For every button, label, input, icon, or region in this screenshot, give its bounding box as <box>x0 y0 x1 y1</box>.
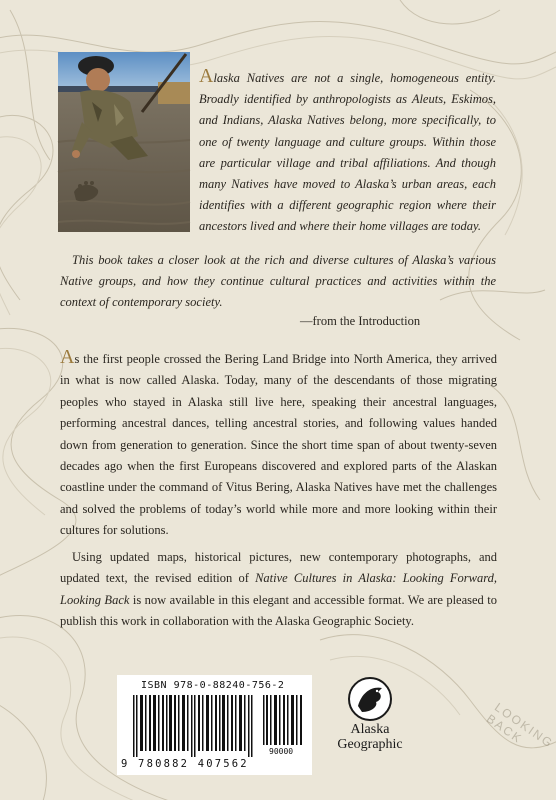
intro-paragraph-2: This book takes a closer look at the rich and diverse cultures of Alaska’s various Native groups, and how they continue cultural practices and activities within the context of contemporary society. <box>60 253 496 310</box>
publisher-logo <box>320 676 420 776</box>
body-paragraph-2 <box>60 547 497 633</box>
ean-digits: 9 780882 407562 <box>121 758 249 770</box>
cover-photo-child-on-beach <box>58 52 190 232</box>
watermark-text: LOOKING BACK <box>483 700 556 751</box>
barcode-bars <box>123 695 307 757</box>
body-paragraph-2-tail: is now available in this elegant and accessible format. We are pleased to publish this work in collaboration with the Alaska Geographic Society. <box>60 592 497 629</box>
intro-paragraph-text: laska Natives are not a single, homogeneous entity. Broadly identified by anthropologists as Aleuts, Eskimos, and Indians, Alaska Natives belong, more specifically, to one of twenty language and culture groups. Within those are particular village and tribal affiliations. And though many Natives have moved to Alaska’s urban areas, each identifies with a different geographic region where their ancestors lived and where their home villages are today. <box>199 71 496 234</box>
raven-logo-icon <box>348 676 392 722</box>
body-paragraph-1 <box>60 346 497 542</box>
body-drop-cap: A <box>60 346 75 368</box>
publisher-name-line2: Geographic <box>337 737 403 752</box>
isbn-barcode <box>117 675 312 775</box>
body-paragraph-2-lead: Using updated maps, historical pictures, new contemporary photographs, and updated text, the revised edition of <box>60 550 497 586</box>
intro-attribution: —from the Introduction <box>300 314 421 328</box>
publisher-name-line1: Alaska <box>350 722 390 737</box>
price-code: 90000 <box>269 747 294 756</box>
book-title: Native Cultures in Alaska: Looking Forward, Looking Back <box>60 571 497 607</box>
intro-paragraph <box>199 65 496 238</box>
isbn-label: ISBN 978-0-88240-756-2 <box>141 680 285 691</box>
body-paragraph-1-text: s the first people crossed the Bering Land Bridge into North America, they arrived in what is now called Alaska. Today, many of the descendants of those migrating peoples who stayed in Alaska still live here, speaking their ancestral languages, performing ancestral dances, telling ancestral stories, and following values handed down from generation to generation. Since the short time span of about twenty-seven decades ago when the first Europeans discovered and explored parts of the Alaskan coastline under the command of Vitus Bering, Alaska Natives have met the challenges and solved the problems of today’s world while more and more looking within their cultures for solutions. <box>60 352 497 538</box>
intro-drop-cap: A <box>199 65 214 87</box>
